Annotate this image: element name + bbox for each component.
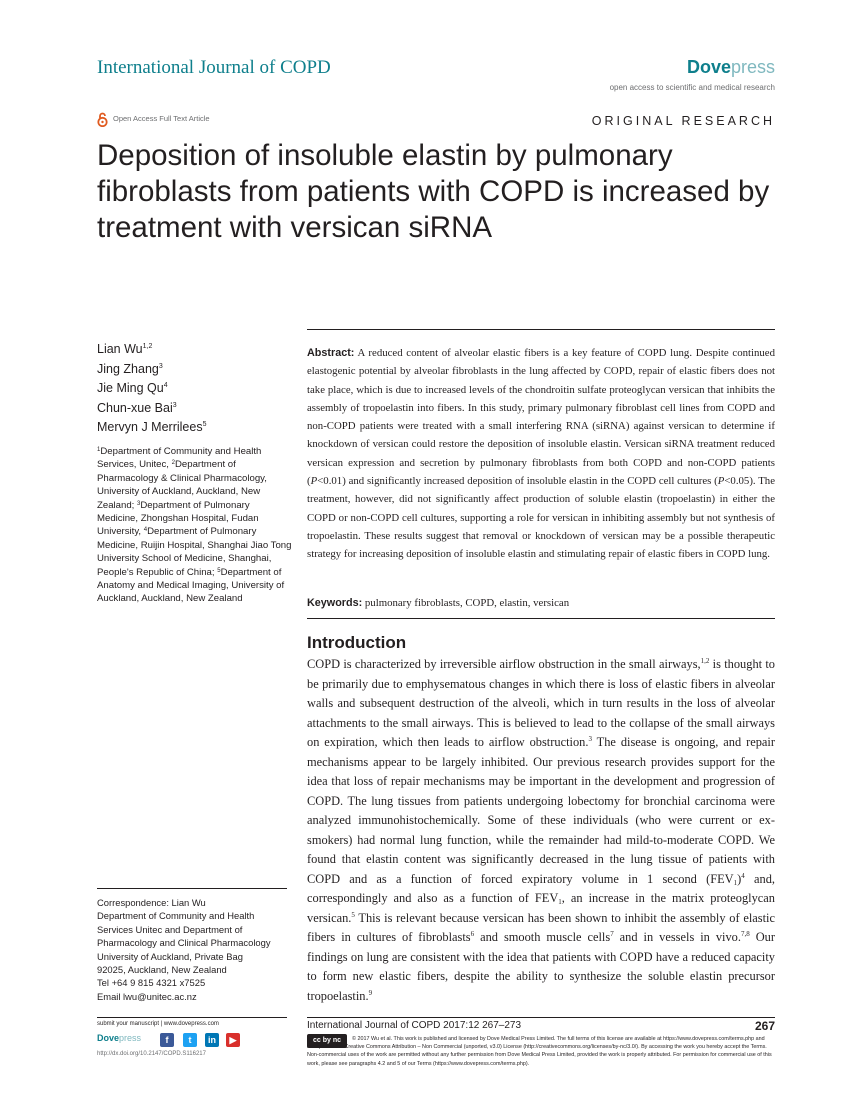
footer-logo-bold: Dove (97, 1033, 120, 1043)
author-name: Jie Ming Qu (97, 381, 164, 395)
author (97, 418, 297, 438)
introduction-body (307, 655, 775, 1006)
citation-ref[interactable]: 5 (351, 910, 355, 919)
introduction-heading: Introduction (307, 633, 407, 652)
creative-commons-icon[interactable]: cc by nc (307, 1034, 347, 1048)
affiliation-text: Department of Community and Health Services, Unitec, (97, 446, 262, 471)
open-access-label: Open Access Full Text Article (113, 114, 210, 123)
correspondence-line: Pharmacology and Clinical Pharmacology (97, 937, 271, 949)
affiliation-number: 5 (217, 567, 221, 574)
author-affiliation-marker: 4 (163, 382, 168, 389)
correspondence-email[interactable]: Email lwu@unitec.ac.nz (97, 990, 197, 1002)
citation-ref[interactable]: 7 (610, 930, 614, 938)
journal-name: International Journal of COPD (97, 57, 331, 78)
abstract (307, 344, 775, 564)
twitter-icon[interactable]: t (183, 1033, 197, 1047)
abstract-text: <0.01) and significantly increased deposition of insoluble elastin in the COPD cell cultures ( (317, 475, 718, 488)
correspondence-line: Services Unitec and Department of (97, 923, 243, 935)
correspondence-phone: Tel +64 9 815 4321 x7525 (97, 977, 206, 989)
intro-text: ) (737, 871, 742, 886)
citation-ref[interactable]: 1,2 (700, 657, 710, 665)
publisher-logo-bold: Dove (686, 57, 731, 77)
affiliation-text: Department of Pulmonary Medicine, Zhongshan Hospital, Fudan University, (97, 499, 259, 538)
author-name: Chun-xue Bai (97, 400, 173, 415)
subscript: 1 (733, 878, 738, 887)
p-value-symbol: P (717, 475, 725, 488)
correspondence-line: Department of Community and Health (97, 910, 255, 922)
publisher-logo-light: press (730, 57, 775, 77)
keywords-label: Keywords: (307, 597, 363, 609)
intro-text: Our findings on lung are consistent with the idea that patients with COPD have a reduced capacity to form new elastic fibers, despite the ability to synthesize the soluble elastin precursor tropoelastin. (307, 930, 775, 1003)
correspondence-block (97, 896, 297, 1003)
author-affiliation-marker: 1,2 (142, 343, 153, 350)
article-type: ORIGINAL RESEARCH (591, 114, 775, 128)
citation-ref[interactable]: 4 (741, 871, 745, 880)
author-name: Lian Wu (97, 342, 143, 356)
p-value-symbol: P (310, 475, 318, 488)
intro-text: , an increase in the matrix proteoglycan versican. (307, 891, 775, 925)
author-name: Jing Zhang (97, 361, 159, 376)
abstract-text: A reduced content of alveolar elastic fibers is a key feature of COPD lung. Despite continued elastogenic potential by alveolar fibroblasts in the lung affected by COPD, repair of elastic fibers does not take place, which is due to increased levels of the chondroitin sulfate proteoglycan versican that inhibits the assembly of tropoelastin into fibers. In this study, primary pulmonary fibroblast cell lines from COPD and non-COPD patients were treated with a small interfering RNA (siRNA) against versican to determine if knockdown of versican could restore the deposition of insoluble elastin. Versican siRNA treatment reduced versican expression and secretion by pulmonary fibroblasts from both COPD and non-COPD patients ( (307, 347, 775, 488)
page-number: 267 (754, 1019, 775, 1033)
citation-ref[interactable]: 7,8 (740, 930, 750, 938)
footer-citation: International Journal of COPD 2017:12 267–273 (307, 1020, 522, 1031)
linkedin-icon[interactable]: in (205, 1033, 219, 1047)
citation-ref[interactable]: 9 (368, 988, 373, 997)
keywords-text: pulmonary fibroblasts, COPD, elastin, versican (362, 597, 570, 609)
citation-ref[interactable]: 6 (470, 930, 475, 938)
keywords (307, 596, 775, 611)
publisher-logo[interactable] (687, 57, 775, 78)
author-list (97, 340, 297, 438)
affiliation-text: Department of Pulmonary Medicine, Ruijin Hospital, Shanghai Jiao Tong University School of Medicine, Shanghai, People's Republic of China; (97, 526, 292, 578)
intro-text: The disease is ongoing, and repair mechanisms appear to be largely inhibited. Our previous research provides support for the idea that loss of repair mechanisms may be important in the development and progression of COPD. The lung tissues from patients undergoing lobectomy for bronchial carcinoma were analyzed immunohistochemically. Some of these individuals (who were current or ex-smokers) had normal lung function, while the remainder had mild-to-moderate COPD. We found that elastin content was significantly decreased in the lung tissue of patients with COPD and as a function of forced expiratory volume in 1 second (FEV (307, 735, 775, 886)
affiliation-number: 2 (171, 460, 175, 467)
abstract-top-rule (307, 329, 775, 330)
abstract-label: Abstract: (307, 347, 355, 359)
submit-manuscript-link[interactable]: submit your manuscript | www.dovepress.com (97, 1021, 219, 1027)
intro-text: and in vessels in vivo. (613, 930, 741, 944)
intro-text: and smooth muscle cells (474, 930, 611, 944)
affiliation-text: Department of Anatomy and Medical Imaging, University of Auckland, Auckland, New Zealand (97, 566, 285, 605)
affiliations (97, 445, 292, 606)
abstract-bottom-rule (307, 618, 775, 619)
abstract-text: <0.05). The treatment, however, did not significantly affect production of soluble elastin (tropoelastin) in either the COPD or non-COPD cell cultures, supporting a role for versican in inhibiting assembly but not synthesis of tropoelastin. These results suggest that removal or knockdown of versican may be a possible therapeutic strategy for increasing deposition of insoluble elastin and stimulating repair of elastic fibers in COPD lung. (307, 475, 775, 561)
author (97, 399, 297, 419)
publisher-tagline: open access to scientific and medical research (609, 83, 775, 92)
intro-text: This is relevant because versican has been shown to inhibit the assembly of elastic fibers in cultures of fibroblasts (307, 910, 775, 944)
subscript: 1 (558, 898, 562, 906)
correspondence-line: University of Auckland, Private Bag (97, 950, 243, 962)
footer-left-rule (97, 1017, 287, 1018)
author-affiliation-marker: 5 (202, 421, 207, 428)
author (97, 379, 297, 399)
facebook-icon[interactable]: f (160, 1033, 174, 1047)
affiliation-number: 3 (137, 500, 141, 507)
article-title: Deposition of insoluble elastin by pulmonary fibroblasts from patients with COPD is increased by treatment with versican siRNA (97, 139, 770, 244)
affiliation-text: Department of Pharmacology & Clinical Pharmacology, University of Auckland, Auckland, New Zealand; (97, 459, 267, 511)
author (97, 360, 297, 380)
footer-logo-light: press (119, 1033, 142, 1043)
author (97, 340, 297, 360)
open-access-lock-icon (97, 112, 108, 127)
intro-text: and, correspondingly and also as a function of FEV (307, 871, 775, 905)
citation-ref[interactable]: 3 (588, 735, 592, 743)
affiliation-number: 4 (143, 527, 148, 534)
author-name: Mervyn J Merrilees (97, 420, 203, 434)
doi-link[interactable]: http://dx.doi.org/10.2147/COPD.S116217 (97, 1051, 206, 1057)
affiliation-number: 1 (97, 447, 101, 453)
author-affiliation-marker: 3 (172, 401, 177, 409)
correspondence-label: Correspondence: Lian Wu (97, 897, 206, 908)
author-affiliation-marker: 3 (158, 362, 163, 370)
footer-publisher-logo[interactable] (97, 1033, 141, 1043)
footer-right-rule (307, 1017, 775, 1018)
license-text: © 2017 Wu et al. This work is published and licensed by Dove Medical Press Limited. The full terms of this license are available at https://www.dovepress.com/terms.php and incorporate the Creative Commons Attribution – Non Commercial (unported, v3.0) License (http://creativecommons.org/licenses/by-nc/3.0/). By accessing the work you hereby accept the Terms. Non-commercial uses of the work are permitted without any further permission from Dove Medical Press Limited, provided the work is properly attributed. For permission for commercial use of this work, please see paragraphs 4.2 and 5 of our Terms (https://www.dovepress.com/terms.php). (307, 1036, 772, 1067)
intro-text: COPD is characterized by irreversible airflow obstruction in the small airways, (307, 657, 701, 671)
intro-text: is thought to be primarily due to emphysematous changes in which there is loss of elastic fibers in alveolar walls and subsequent destruction of the alveoli, which in turn results in the loss of alveolar attachments to the small airways. This is believed to lead to the collapse of the small airways on expiration, which then leads to airflow obstruction. (307, 657, 775, 749)
youtube-icon[interactable]: ▶ (226, 1033, 240, 1047)
correspondence-rule (97, 888, 287, 889)
correspondence-line: 92025, Auckland, New Zealand (97, 964, 227, 976)
